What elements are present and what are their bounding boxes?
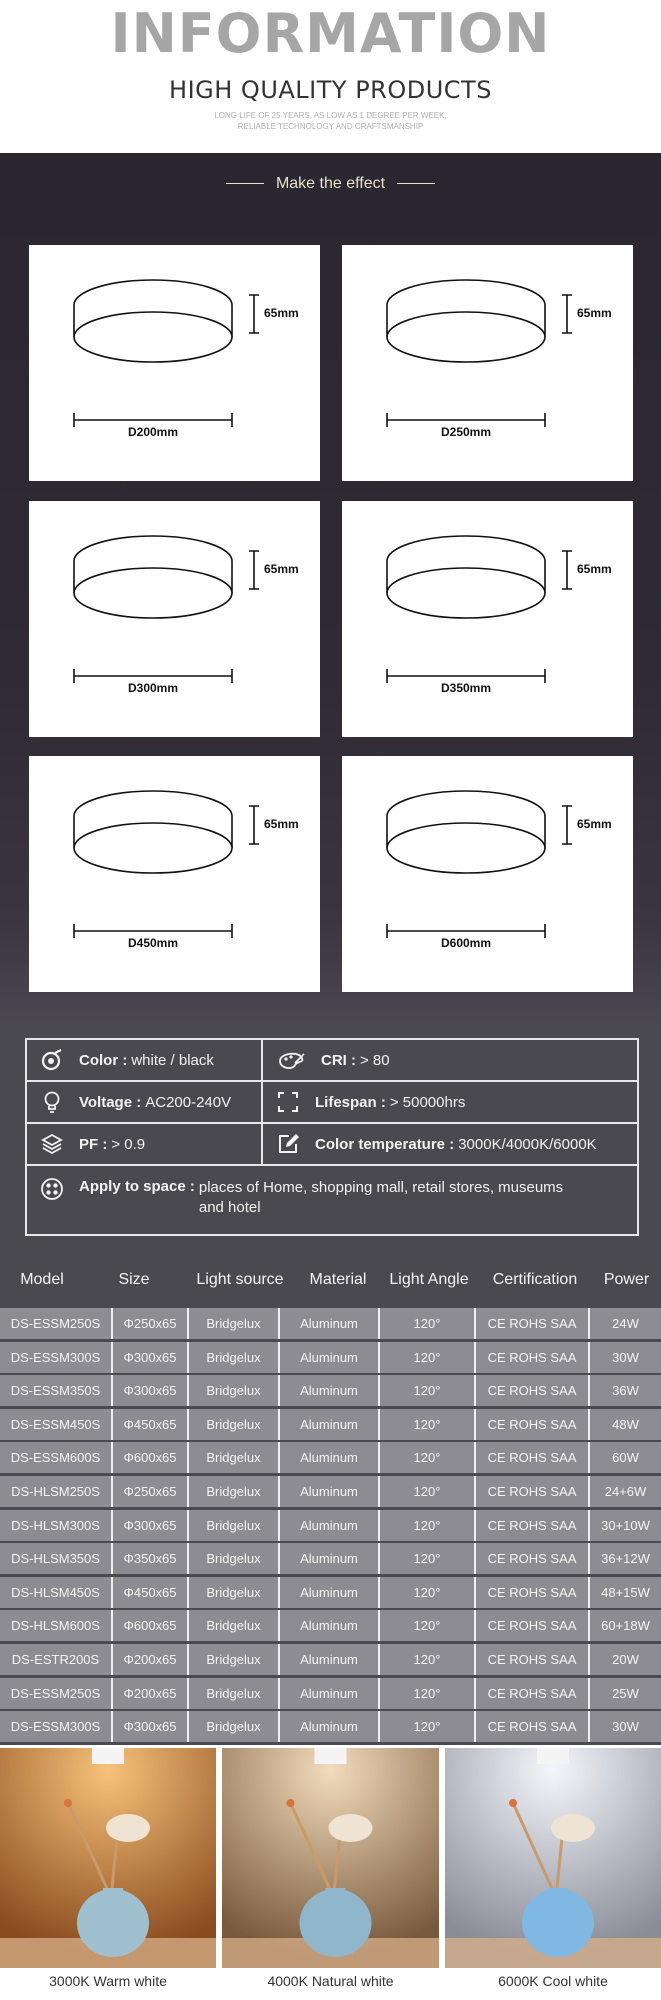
table-cell: 36+12W bbox=[601, 1551, 650, 1567]
table-row bbox=[0, 1711, 661, 1742]
spec-value: > 0.9 bbox=[111, 1135, 146, 1153]
spec-label: PF : bbox=[79, 1135, 108, 1153]
dimension-card bbox=[342, 756, 633, 992]
spec-lifespan bbox=[263, 1082, 637, 1122]
diameter-label: D350mm bbox=[440, 681, 492, 695]
table-cell: CE ROHS SAA bbox=[476, 1644, 590, 1675]
table-header-cell: Light Angle bbox=[389, 1271, 469, 1288]
spec-voltage bbox=[27, 1082, 261, 1122]
table-cell: Bridgelux bbox=[189, 1610, 280, 1641]
paint-palette-icon bbox=[277, 1049, 305, 1071]
table-row bbox=[0, 1543, 661, 1574]
section-title bbox=[0, 175, 661, 193]
table-cell: 120° bbox=[380, 1510, 476, 1541]
diameter-label: D300mm bbox=[127, 681, 179, 695]
table-cell: Bridgelux bbox=[189, 1510, 280, 1541]
dimension-card bbox=[29, 245, 320, 481]
table-cell: Aluminum bbox=[280, 1476, 380, 1507]
spec-row-4 bbox=[27, 1166, 637, 1234]
frame-corners-icon bbox=[277, 1091, 299, 1113]
height-label: 65mm bbox=[264, 562, 299, 576]
table-cell: 120° bbox=[380, 1308, 476, 1339]
table-cell: 120° bbox=[380, 1711, 476, 1742]
table-cell: Bridgelux bbox=[189, 1678, 280, 1709]
table-cell: 30W bbox=[612, 1719, 639, 1735]
table-cell: Bridgelux bbox=[189, 1476, 280, 1507]
table-cell: Φ200x65 bbox=[113, 1644, 189, 1675]
lighting-photo bbox=[0, 1748, 216, 1968]
table-cell: Bridgelux bbox=[189, 1409, 280, 1440]
fixture-drawing bbox=[29, 501, 320, 737]
table-cell: DS-ESTR200S bbox=[0, 1644, 113, 1675]
table-row bbox=[0, 1442, 661, 1473]
spec-table bbox=[0, 1252, 661, 1745]
table-row bbox=[0, 1577, 661, 1608]
spec-label: Lifespan : bbox=[315, 1093, 386, 1111]
spec-row-2 bbox=[27, 1082, 637, 1124]
table-cell: 120° bbox=[380, 1375, 476, 1406]
table-cell: CE ROHS SAA bbox=[476, 1543, 590, 1574]
table-row bbox=[0, 1375, 661, 1406]
spec-label: Color : bbox=[79, 1051, 128, 1069]
table-cell: 120° bbox=[380, 1678, 476, 1709]
table-cell: 48W bbox=[612, 1416, 639, 1432]
table-cell: CE ROHS SAA bbox=[476, 1510, 590, 1541]
fixture-drawing bbox=[29, 756, 320, 992]
table-cell: Φ300x65 bbox=[113, 1342, 189, 1373]
table-cell: DS-ESSM350S bbox=[0, 1375, 113, 1406]
color-temperature-photos bbox=[0, 1745, 661, 2000]
table-row bbox=[0, 1678, 661, 1709]
diameter-label: D450mm bbox=[127, 936, 179, 950]
table-cell: Φ200x65 bbox=[113, 1678, 189, 1709]
spec-row-1 bbox=[27, 1040, 637, 1082]
table-cell: 30W bbox=[612, 1349, 639, 1365]
table-cell: DS-ESSM300S bbox=[0, 1711, 113, 1742]
table-cell: CE ROHS SAA bbox=[476, 1476, 590, 1507]
height-label: 65mm bbox=[264, 306, 299, 320]
table-cell: CE ROHS SAA bbox=[476, 1375, 590, 1406]
table-cell: CE ROHS SAA bbox=[476, 1610, 590, 1641]
table-cell: Bridgelux bbox=[189, 1644, 280, 1675]
table-cell: Φ450x65 bbox=[113, 1577, 189, 1608]
diameter-label: D250mm bbox=[440, 425, 492, 439]
table-cell: DS-ESSM450S bbox=[0, 1409, 113, 1440]
spec-row-3 bbox=[27, 1124, 637, 1166]
spec-apply-to-space bbox=[27, 1166, 637, 1234]
photo-scene bbox=[0, 1748, 216, 1968]
table-cell: Aluminum bbox=[280, 1711, 380, 1742]
table-cell: 120° bbox=[380, 1342, 476, 1373]
table-cell: Bridgelux bbox=[189, 1577, 280, 1608]
tagline bbox=[0, 110, 661, 132]
page-title: INFORMATION bbox=[110, 2, 551, 65]
table-row bbox=[0, 1476, 661, 1507]
table-cell: Φ250x65 bbox=[113, 1308, 189, 1339]
table-cell: Bridgelux bbox=[189, 1342, 280, 1373]
table-cell: 20W bbox=[612, 1652, 639, 1667]
table-cell: 60W bbox=[612, 1450, 639, 1466]
edit-icon bbox=[277, 1133, 299, 1155]
table-cell: Aluminum bbox=[280, 1409, 380, 1440]
table-cell: 120° bbox=[380, 1476, 476, 1507]
table-cell: Aluminum bbox=[280, 1342, 380, 1373]
photo-caption: 6000K Cool white bbox=[498, 1973, 608, 1989]
table-cell: DS-ESSM250S bbox=[0, 1308, 113, 1339]
table-header-cell: Certification bbox=[492, 1271, 578, 1288]
table-cell: Aluminum bbox=[280, 1644, 380, 1675]
table-cell: Φ250x65 bbox=[113, 1476, 189, 1507]
table-row bbox=[0, 1610, 661, 1641]
fixture-drawing bbox=[342, 245, 633, 481]
spec-pf bbox=[27, 1124, 261, 1164]
table-cell: Aluminum bbox=[280, 1543, 380, 1574]
spec-value: > 80 bbox=[360, 1051, 390, 1069]
table-cell: Bridgelux bbox=[189, 1375, 280, 1406]
page-subtitle: HIGH QUALITY PRODUCTS bbox=[169, 76, 492, 104]
photo-scene bbox=[445, 1748, 661, 1968]
table-row bbox=[0, 1409, 661, 1440]
table-cell: Φ300x65 bbox=[113, 1375, 189, 1406]
spec-value: AC200-240V bbox=[145, 1093, 232, 1111]
height-label: 65mm bbox=[577, 562, 612, 576]
table-cell: 48+15W bbox=[601, 1584, 650, 1600]
table-cell: Φ350x65 bbox=[113, 1543, 189, 1574]
specs-box bbox=[25, 1038, 639, 1236]
fixture-drawing bbox=[29, 245, 320, 481]
header bbox=[0, 0, 661, 153]
table-cell: Aluminum bbox=[280, 1375, 380, 1406]
table-header-cell: Power bbox=[603, 1271, 650, 1288]
table-cell: DS-HLSM300S bbox=[0, 1510, 113, 1541]
table-cell: Bridgelux bbox=[189, 1711, 280, 1742]
spec-label: Apply to space : bbox=[79, 1178, 195, 1195]
table-cell: CE ROHS SAA bbox=[476, 1442, 590, 1473]
table-cell: Aluminum bbox=[280, 1577, 380, 1608]
table-cell: Bridgelux bbox=[189, 1442, 280, 1473]
title-line-left bbox=[226, 183, 264, 184]
diameter-label: D600mm bbox=[440, 936, 492, 950]
spec-cri bbox=[263, 1040, 637, 1080]
dimension-card bbox=[342, 501, 633, 737]
photo-caption: 4000K Natural white bbox=[267, 1973, 394, 1989]
spec-label: Color temperature : bbox=[315, 1135, 455, 1153]
dimension-card bbox=[342, 245, 633, 481]
table-cell: 24W bbox=[612, 1316, 639, 1331]
table-cell: Aluminum bbox=[280, 1510, 380, 1541]
table-cell: 120° bbox=[380, 1409, 476, 1440]
table-cell: DS-ESSM600S bbox=[0, 1442, 113, 1473]
palette-icon bbox=[41, 1049, 63, 1071]
table-cell: DS-ESSM300S bbox=[0, 1342, 113, 1373]
table-row bbox=[0, 1510, 661, 1541]
spec-value: 3000K/4000K/6000K bbox=[458, 1135, 597, 1153]
table-cell: Φ600x65 bbox=[113, 1442, 189, 1473]
table-cell: 25W bbox=[612, 1685, 639, 1701]
table-cell: DS-HLSM600S bbox=[0, 1610, 113, 1641]
table-cell: Φ300x65 bbox=[113, 1711, 189, 1742]
table-cell: DS-HLSM250S bbox=[0, 1476, 113, 1507]
spec-color bbox=[27, 1040, 261, 1080]
table-cell: 120° bbox=[380, 1644, 476, 1675]
table-cell: 120° bbox=[380, 1577, 476, 1608]
table-row bbox=[0, 1342, 661, 1373]
spec-value: > 50000hrs bbox=[389, 1093, 466, 1111]
table-cell: Bridgelux bbox=[189, 1543, 280, 1574]
table-cell: Aluminum bbox=[280, 1308, 380, 1339]
table-header-cell: Size bbox=[118, 1271, 150, 1288]
table-cell: 120° bbox=[380, 1543, 476, 1574]
spec-value bbox=[199, 1178, 563, 1218]
spec-value: white / black bbox=[131, 1051, 214, 1069]
table-header-cell: Light source bbox=[196, 1271, 284, 1288]
spec-value-line-2: and hotel bbox=[198, 1199, 261, 1216]
table-cell: Aluminum bbox=[280, 1610, 380, 1641]
table-cell: Φ600x65 bbox=[113, 1610, 189, 1641]
tagline-line-1: LONG LIFE OF 25 YEARS, AS LOW AS 1 DEGREE PER WEEK, bbox=[214, 111, 447, 120]
fixture-drawing bbox=[342, 501, 633, 737]
table-row bbox=[0, 1308, 661, 1339]
dimension-section bbox=[0, 153, 661, 1021]
tagline-line-2: RELIABLE TECHNOLOGY AND CRAFTSMANSHIP bbox=[237, 122, 424, 131]
table-row bbox=[0, 1644, 661, 1675]
bulb-icon bbox=[41, 1091, 63, 1113]
table-header-cell: Model bbox=[20, 1271, 64, 1288]
table-cell: Aluminum bbox=[280, 1678, 380, 1709]
table-cell: 60+18W bbox=[601, 1618, 650, 1634]
diameter-label: D200mm bbox=[127, 425, 179, 439]
fixture-drawing bbox=[342, 756, 633, 992]
table-cell: Aluminum bbox=[280, 1442, 380, 1473]
table-cell: Bridgelux bbox=[189, 1308, 280, 1339]
spec-label: CRI : bbox=[321, 1051, 356, 1069]
height-label: 65mm bbox=[264, 817, 299, 831]
table-cell: 36W bbox=[612, 1383, 639, 1399]
table-cell: DS-HLSM450S bbox=[0, 1577, 113, 1608]
layers-icon bbox=[41, 1133, 63, 1155]
table-cell: CE ROHS SAA bbox=[476, 1342, 590, 1373]
table-header-cell: Material bbox=[309, 1271, 367, 1288]
table-cell: 120° bbox=[380, 1610, 476, 1641]
height-label: 65mm bbox=[577, 306, 612, 320]
title-line-right bbox=[397, 183, 435, 184]
table-cell: DS-ESSM250S bbox=[0, 1678, 113, 1709]
table-cell: 24+6W bbox=[604, 1484, 647, 1499]
table-cell: Φ450x65 bbox=[113, 1409, 189, 1440]
table-cell: CE ROHS SAA bbox=[476, 1577, 590, 1608]
table-cell: 120° bbox=[380, 1442, 476, 1473]
spec-color-temperature bbox=[263, 1124, 637, 1164]
table-cell: CE ROHS SAA bbox=[476, 1678, 590, 1709]
lighting-photo bbox=[222, 1748, 439, 1968]
photo-scene bbox=[222, 1748, 439, 1968]
dots-circle-icon bbox=[41, 1178, 63, 1200]
table-header bbox=[0, 1252, 661, 1308]
table-cell: CE ROHS SAA bbox=[476, 1711, 590, 1742]
spec-label: Voltage : bbox=[79, 1093, 142, 1111]
table-cell: Φ300x65 bbox=[113, 1510, 189, 1541]
lighting-photo bbox=[445, 1748, 661, 1968]
photo-caption: 3000K Warm white bbox=[49, 1973, 167, 1989]
dimension-card bbox=[29, 501, 320, 737]
height-label: 65mm bbox=[577, 817, 612, 831]
table-cell: CE ROHS SAA bbox=[476, 1308, 590, 1339]
dimension-card bbox=[29, 756, 320, 992]
spec-value-line-1: places of Home, shopping mall, retail stores, museums bbox=[198, 1179, 564, 1196]
table-cell: DS-HLSM350S bbox=[0, 1543, 113, 1574]
specs-panel bbox=[0, 1021, 661, 1252]
table-cell: 30+10W bbox=[601, 1517, 650, 1533]
section-title-text: Make the effect bbox=[275, 175, 386, 192]
table-cell: CE ROHS SAA bbox=[476, 1409, 590, 1440]
